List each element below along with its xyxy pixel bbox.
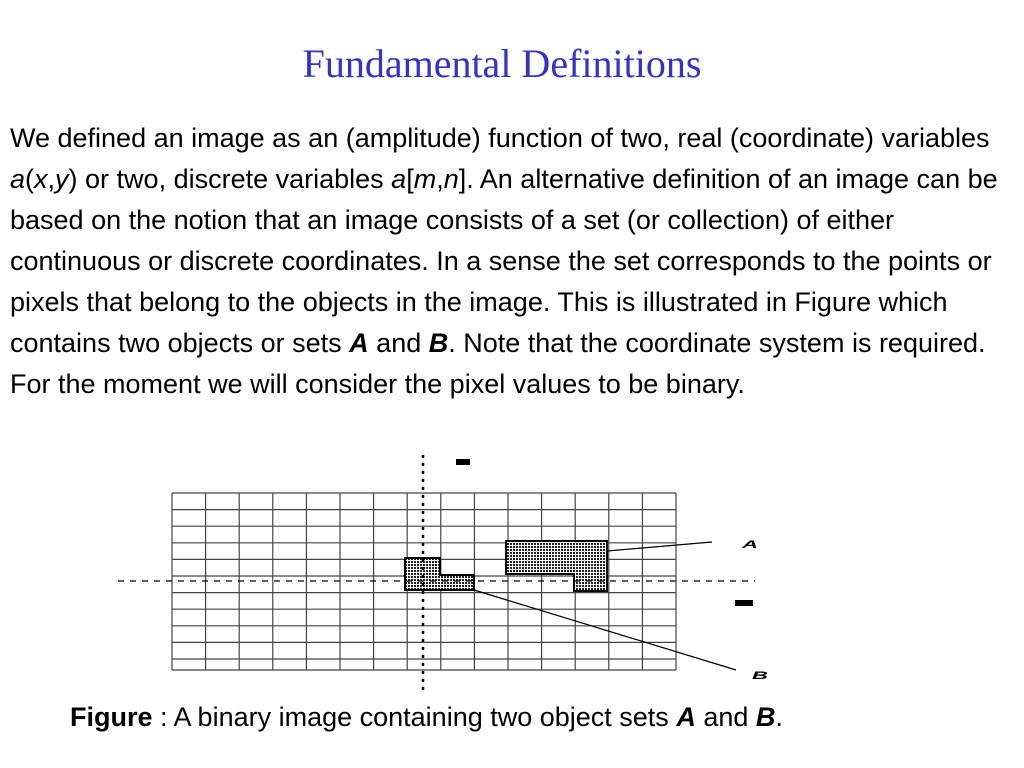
caption-set-b: B (755, 702, 776, 732)
var-x: x (34, 164, 48, 194)
caption-text: : A binary image containing two object sets (152, 702, 677, 732)
pointer-line-b (474, 590, 736, 670)
text-run: [ (406, 164, 414, 194)
text-run: and (368, 328, 429, 358)
set-b-ref: B (428, 328, 449, 358)
slide-title: Fundamental Definitions (302, 41, 702, 86)
text-run: , (436, 164, 444, 194)
axis-tick-right (735, 600, 753, 606)
caption-end: . (775, 702, 783, 732)
var-y: y (55, 164, 69, 194)
label-set-b: B (751, 668, 768, 682)
caption-and: and (695, 702, 756, 732)
set-a-ref: A (349, 328, 369, 358)
axis-tick-top (456, 459, 470, 465)
text-run: We defined an image as an (amplitude) function of two, real (coordinate) variables (10, 123, 990, 153)
object-set-a (506, 541, 607, 591)
label-set-a: A (742, 537, 758, 551)
text-run: , (47, 164, 56, 194)
var-m: m (413, 164, 437, 194)
text-run: ]. An alternative definition of an image can be based on the notion that an image consists of a set (or collection) of either continuous or discrete coordinates. In a sense the set corresponds to the points or pixels that belong to the objects in the image. This is illustrated in Figure which contains two objects or sets (10, 164, 998, 358)
caption-label: Figure (70, 702, 153, 732)
object-set-b (405, 558, 474, 590)
text-run: ) or two, discrete variables (68, 164, 392, 194)
var-a: a (10, 164, 26, 194)
var-a-discrete: a (391, 164, 407, 194)
figure-caption (70, 699, 1010, 735)
text-run: ( (25, 164, 35, 194)
var-n: n (443, 164, 459, 194)
caption-set-a: A (676, 702, 696, 732)
text-run: . Note that the coordinate system is required. For the moment we will consider the pixel values to be binary. (10, 328, 986, 399)
